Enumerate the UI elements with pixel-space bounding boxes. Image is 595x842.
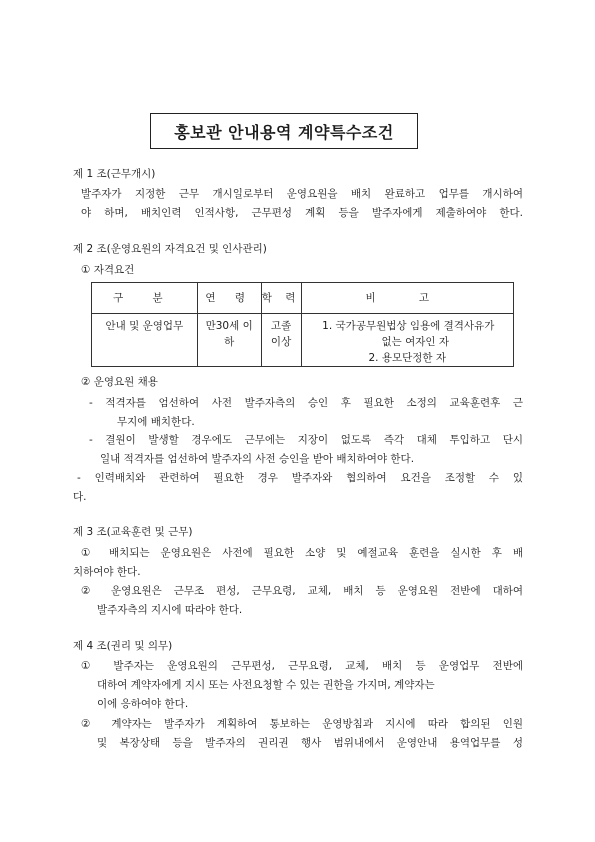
table-header-row	[92, 283, 514, 314]
cell-education-line2: 이상	[270, 336, 292, 348]
article2-bullet3-line2: 다.	[73, 491, 87, 503]
article2-item1: ① 자격요건	[81, 264, 135, 276]
cell-category: 안내 및 운영업무	[92, 314, 198, 367]
article2-bullet2-line2: 일내 적격자를 엄선하여 발주자의 사전 승인을 받아 배치하여야 한다.	[100, 453, 415, 465]
table-row	[92, 314, 514, 367]
cell-age-line1: 만30세 이	[205, 320, 253, 332]
article3-item2-line1: ② 운영요원은 근무조 편성, 근무요령, 교체, 배치 등 운영요원 전반에 대하여	[81, 585, 523, 597]
article2-heading: 제 2 조(운영요원의 자격요건 및 인사관리)	[73, 243, 267, 255]
article2-item2: ② 운영요원 채용	[81, 376, 158, 388]
article3-item2-line2: 발주자측의 지시에 따라야 한다.	[97, 604, 243, 616]
article4-item1-line1: ① 발주자는 운영요원의 근무편성, 근무요령, 교체, 배치 등 운영업무 전반에	[81, 660, 523, 672]
article1-body-line1: 발주자가 지정한 근무 개시일로부터 운영요원을 배치 완료하고 업무를 개시하여	[81, 188, 523, 200]
cell-education-line1: 고졸	[270, 320, 292, 332]
article3-item1-line2: 치하여야 한다.	[73, 566, 141, 578]
article2-bullet1-line1: - 적격자를 엄선하여 사전 발주자측의 승인 후 필요한 소정의 교육훈련후 근	[89, 397, 523, 409]
article4-item2-line2: 및 복장상태 등을 발주자의 권리권 행사 범위내에서 운영안내 용역업무를 성	[97, 737, 523, 749]
qualification-table	[91, 282, 514, 367]
cell-age-line2: 하	[224, 336, 235, 348]
article1-heading: 제 1 조(근무개시)	[73, 168, 156, 180]
header-age: 연 령	[197, 283, 261, 314]
header-remarks: 비 고	[301, 283, 513, 314]
header-category: 구 분	[92, 283, 198, 314]
article4-heading: 제 4 조(권리 및 의무)	[73, 640, 173, 652]
cell-remarks	[301, 314, 513, 367]
cell-age	[197, 314, 261, 367]
cell-education	[261, 314, 301, 367]
document-title: 홍보관 안내용역 계약특수조건	[150, 113, 418, 149]
article2-bullet3-line1: - 인력배치와 관련하여 필요한 경우 발주자와 협의하여 요건을 조정할 수 있	[77, 472, 523, 484]
article2-bullet1-line2: 무지에 배치한다.	[117, 416, 195, 428]
remark-line3: 2. 용모단정한 자	[368, 352, 447, 364]
remark-line2: 없는 여자인 자	[381, 336, 450, 348]
article4-item1-line2: 대하여 계약자에게 지시 또는 사전요청할 수 있는 권한을 가지며, 계약자는	[97, 679, 435, 691]
header-education: 학 력	[261, 283, 301, 314]
article4-item1-line3: 이에 응하여야 한다.	[97, 698, 189, 710]
article1-body-line2: 야 하며, 배치인력 인적사항, 근무편성 계획 등을 발주자에게 제출하여야 한다.	[81, 207, 523, 219]
article3-item1-line1: ① 배치되는 운영요원은 사전에 필요한 소양 및 예절교육 훈련을 실시한 후 배	[81, 547, 523, 559]
article2-bullet2-line1: - 결원이 발생할 경우에도 근무에는 지장이 없도록 즉각 대체 투입하고 단시	[89, 434, 523, 446]
remark-line1: 1. 국가공무원법상 임용에 결격사유가	[322, 320, 495, 332]
article3-heading: 제 3 조(교육훈련 및 근무)	[73, 526, 193, 538]
article4-item2-line1: ② 계약자는 발주자가 계획하여 통보하는 운영방침과 지시에 따라 합의된 인원	[81, 718, 523, 730]
